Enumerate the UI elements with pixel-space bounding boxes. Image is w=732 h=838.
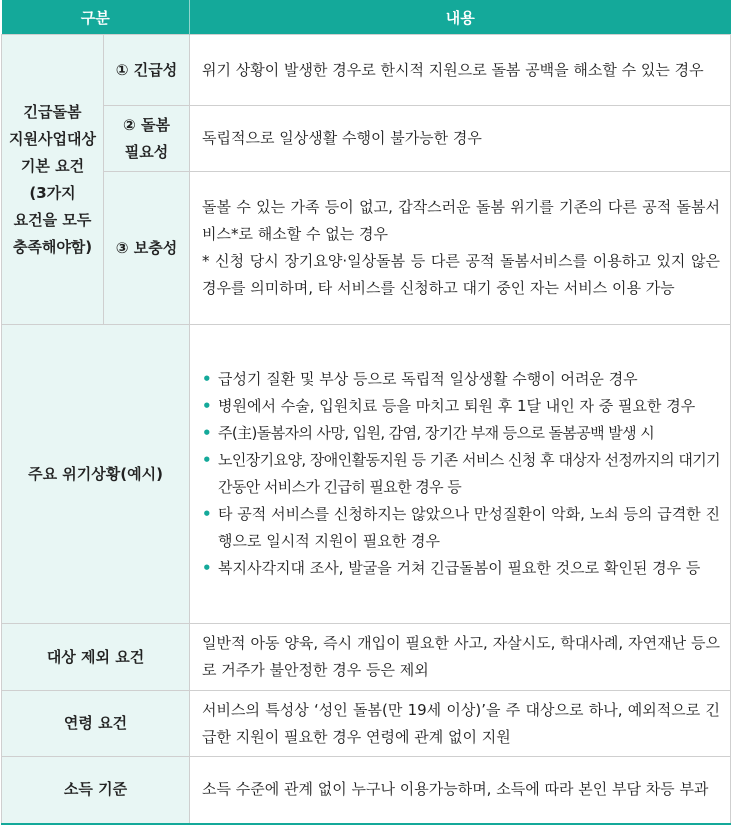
row-income (2, 757, 731, 824)
crisis-list (202, 366, 720, 582)
bullet-icon: • (202, 451, 212, 469)
exclusion-label: 대상 제외 요건 (2, 624, 190, 691)
bullet-icon: • (202, 505, 212, 523)
crisis-label: 주요 위기상황(예시) (2, 325, 190, 624)
list-item: • 복지사각지대 조사, 발굴을 거쳐 긴급돌봄이 필요한 것으로 확인된 경우 등 (202, 555, 720, 582)
eligibility-table (1, 0, 731, 825)
exclusion-text: 일반적 아동 양육, 즉시 개입이 필요한 사고, 자살시도, 학대사례, 자연재난 등으로 거주가 불안정한 경우 등은 제외 (190, 624, 731, 691)
crisis-list-cell (190, 325, 731, 624)
header-category: 구분 (2, 0, 190, 35)
row-urgency (2, 35, 731, 106)
income-label: 소득 기준 (2, 757, 190, 824)
row-need (2, 106, 731, 172)
list-item: • 병원에서 수술, 입원치료 등을 마치고 퇴원 후 1달 내인 자 중 필요한 경우 (202, 393, 720, 420)
supplement-text (190, 172, 731, 325)
list-item: • 급성기 질환 및 부상 등으로 독립적 일상생활 수행이 어려운 경우 (202, 366, 720, 393)
income-text: 소득 수준에 관계 없이 누구나 이용가능하며, 소득에 따라 본인 부담 차등 부과 (190, 757, 731, 824)
urgency-label: ① 긴급성 (104, 35, 190, 106)
need-label: ② 돌봄 필요성 (104, 106, 190, 172)
criteria-group-label: 긴급돌봄 지원사업대상 기본 요건 (3가지 요건을 모두 충족해야함) (2, 35, 104, 325)
bullet-icon: • (202, 397, 212, 415)
age-label: 연령 요건 (2, 691, 190, 757)
supplement-label: ③ 보충성 (104, 172, 190, 325)
header-row (2, 0, 731, 35)
row-age (2, 691, 731, 757)
row-supplement (2, 172, 731, 325)
need-text: 독립적으로 일상생활 수행이 불가능한 경우 (190, 106, 731, 172)
list-item: • 노인장기요양, 장애인활동지원 등 기존 서비스 신청 후 대상자 선정까지의 대기기간동안 서비스가 긴급히 필요한 경우 등 (202, 447, 720, 501)
age-text: 서비스의 특성상 ‘성인 돌봄(만 19세 이상)’을 주 대상으로 하나, 예외적으로 긴급한 지원이 필요한 경우 연령에 관계 없이 지원 (190, 691, 731, 757)
row-exclusion (2, 624, 731, 691)
supplement-main: 돌볼 수 있는 가족 등이 없고, 갑작스러운 돌봄 위기를 기존의 다른 공적 돌봄서비스*로 해소할 수 없는 경우 (202, 198, 721, 243)
urgency-text: 위기 상황이 발생한 경우로 한시적 지원으로 돌봄 공백을 해소할 수 있는 경우 (190, 35, 731, 106)
supplement-note: * 신청 당시 장기요양·일상돌봄 등 다른 공적 돌봄서비스를 이용하고 있지 않은 경우를 의미하며, 타 서비스를 신청하고 대기 중인 자는 서비스 이용 가능 (202, 252, 721, 297)
bullet-icon: • (202, 559, 212, 577)
list-item: • 주(主)돌봄자의 사망, 입원, 감염, 장기간 부재 등으로 돌봄공백 발생 시 (202, 420, 720, 447)
row-crisis (2, 325, 731, 624)
header-content: 내용 (190, 0, 731, 35)
bullet-icon: • (202, 424, 212, 442)
bullet-icon: • (202, 370, 212, 388)
list-item: • 타 공적 서비스를 신청하지는 않았으나 만성질환이 악화, 노쇠 등의 급격한 진행으로 일시적 지원이 필요한 경우 (202, 501, 720, 555)
